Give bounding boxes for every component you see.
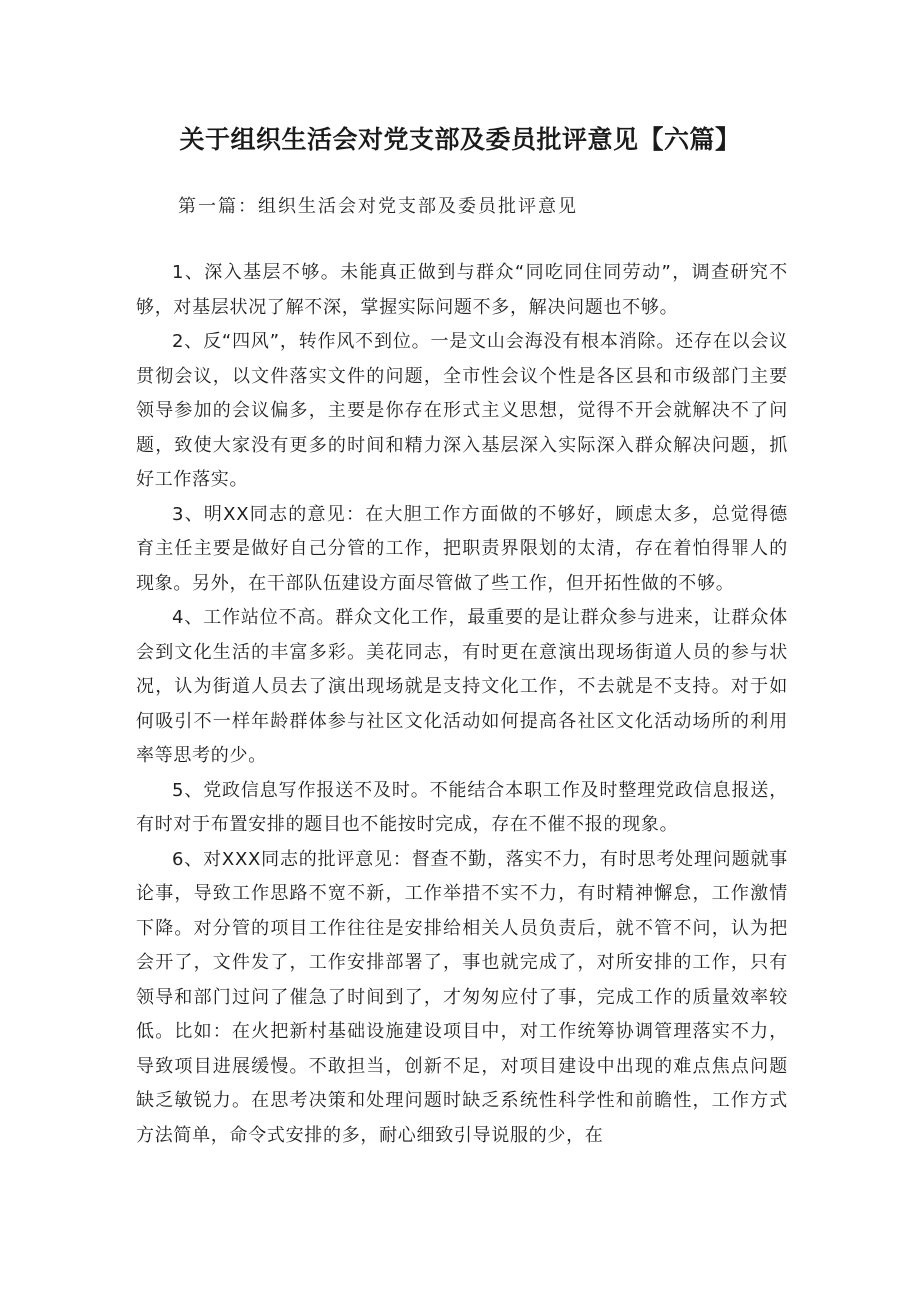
paragraph-5: 5、党政信息写作报送不及时。不能结合本职工作及时整理党政信息报送，有时对于布置安排的题目也不能按时完成，存在不催不报的现象。	[136, 779, 788, 835]
paragraph-4: 4、工作站位不高。群众文化工作，最重要的是让群众参与进来，让群众体会到文化生活的丰富多彩。美花同志，有时更在意演出现场街道人员的参与状况，认为街道人员去了演出现场就是支持文化工作，不去就是不支持。对于如何吸引不一样年龄群体参与社区文化活动如何提高各社区文化活动场所的利用率等思考的少。	[136, 607, 788, 766]
paragraph-6: 6、对XXX同志的批评意见：督查不勤，落实不力，有时思考处理问题就事论事，导致工作思路不宽不新，工作举措不实不力，有时精神懈怠，工作激情下降。对分管的项目工作往往是安排给相关人员负责后，就不管不问，认为把会开了，文件发了，工作安排部署了，事也就完成了，对所安排的工作，只有领导和部门过问了催急了时间到了，才匆匆应付了事，完成工作的质量效率较低。比如：在火把新村基础设施建设项目中，对工作统筹协调管理落实不力，导致项目进展缓慢。不敢担当，创新不足，对项目建设中出现的难点焦点问题缺乏敏锐力。在思考决策和处理问题时缺乏系统性科学性和前瞻性，工作方式方法简单，命令式安排的多，耐心细致引导说服的少，在	[136, 848, 788, 1146]
paragraph-2: 2、反“四风”，转作风不到位。一是文山会海没有根本消除。还存在以会议贯彻会议，以文件落实文件的问题，全市性会议个性是各区县和市级部门主要领导参加的会议偏多，主要是你存在形式主义思想，觉得不开会就解决不了问题，致使大家没有更多的时间和精力深入基层深入实际深入群众解决问题，抓好工作落实。	[136, 331, 788, 490]
document-title: 关于组织生活会对党支部及委员批评意见【六篇】	[179, 125, 741, 154]
document-body	[136, 256, 788, 1153]
section-heading: 第一篇：组织生活会对党支部及委员批评意见	[178, 196, 578, 217]
paragraph-3: 3、明XX同志的意见：在大胆工作方面做的不够好，顾虑太多，总觉得德育主任主要是做好自己分管的工作，把职责界限划的太清，存在着怕得罪人的现象。另外，在干部队伍建设方面尽管做了些工作，但开拓性做的不够。	[136, 503, 788, 594]
paragraph-1: 1、深入基层不够。未能真正做到与群众“同吃同住同劳动”，调查研究不够，对基层状况了解不深，掌握实际问题不多，解决问题也不够。	[136, 262, 788, 318]
